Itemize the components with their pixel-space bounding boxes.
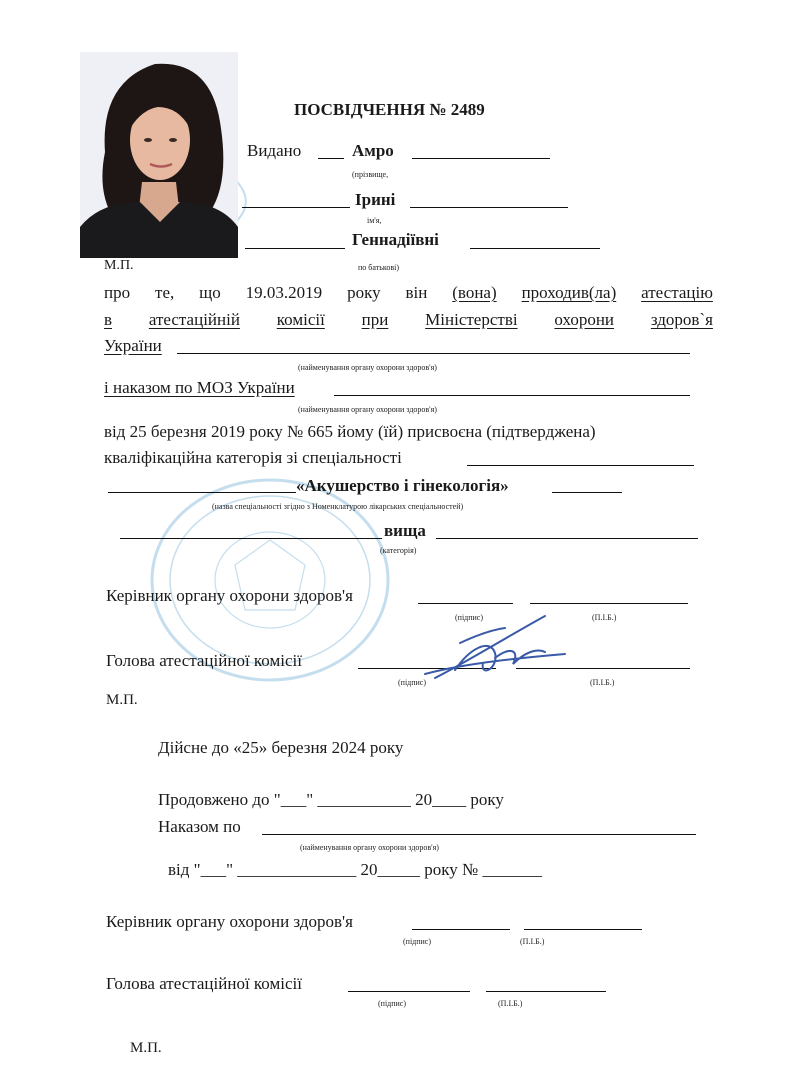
underline: [334, 395, 690, 396]
order-by-label: Наказом по: [158, 817, 241, 836]
org-caption-1: (найменування органу охорони здоров'я): [298, 363, 437, 372]
date-line: від 25 березня 2019 року № 665 йому (їй) присвоєна (підтверджена): [104, 422, 596, 441]
word: в: [104, 310, 113, 329]
category-caption: (категорія): [380, 546, 417, 555]
holder-surname: Амро: [352, 141, 394, 160]
underline: [467, 465, 694, 466]
sign-caption-1: (підпис): [455, 613, 484, 622]
underline: [436, 538, 698, 539]
underline: [552, 492, 622, 493]
stamp-mark-2: М.П.: [130, 1040, 162, 1056]
holder-photo: [80, 52, 238, 258]
word: (вона): [452, 283, 497, 302]
specialty-name: «Акушерство і гінекологія»: [296, 476, 509, 495]
patronymic-caption: по батькові): [358, 263, 399, 272]
body-line-1: [104, 283, 713, 303]
from-line: від "___" ______________ 20_____ року № _______: [168, 860, 543, 879]
name-caption-3: (П.І.Б.): [520, 937, 545, 946]
commission-label-2: Голова атестаційної комісії: [106, 974, 302, 993]
word: Міністерстві: [425, 310, 518, 329]
underline: [120, 538, 382, 539]
name-caption: ім'я,: [367, 216, 382, 225]
underline: [530, 603, 688, 604]
sign-caption-4: (підпис): [378, 999, 407, 1008]
head-org-label-1: Керівник органу охорони здоров'я: [106, 586, 353, 605]
org-caption-2: (найменування органу охорони здоров'я): [298, 405, 437, 414]
name-caption-4: (П.І.Б.): [498, 999, 523, 1008]
document-title: ПОСВІДЧЕННЯ № 2489: [294, 100, 485, 119]
word: атестацію: [641, 283, 713, 302]
underline: [245, 248, 345, 249]
portrait-image: [80, 52, 238, 258]
underline: [470, 248, 600, 249]
body-line-3: України: [104, 336, 162, 355]
word: що: [199, 283, 221, 302]
extended-to: Продовжено до "___" ___________ 20____ року: [158, 790, 504, 809]
underline: [486, 991, 606, 992]
order-caption: (найменування органу охорони здоров'я): [300, 843, 439, 852]
name-caption-2: (П.І.Б.): [590, 678, 615, 687]
category-value: вища: [384, 521, 426, 540]
order-line: і наказом по МОЗ України: [104, 378, 295, 397]
sign-caption-3: (підпис): [403, 937, 432, 946]
word: комісії: [276, 310, 325, 329]
category-line: кваліфікаційна категорія зі спеціальності: [104, 448, 402, 467]
underline: [412, 929, 510, 930]
underline: [524, 929, 642, 930]
underline: [108, 492, 296, 493]
stamp-mark-1: М.П.: [106, 692, 138, 708]
underline: [318, 158, 344, 159]
word: здоров`я: [650, 310, 713, 329]
word: року: [347, 283, 381, 302]
head-org-label-2: Керівник органу охорони здоров'я: [106, 912, 353, 931]
specialty-caption: (назва спеціальності згідно з Номенклатурою лікарських спеціальностей): [212, 502, 464, 511]
word: проходив(ла): [521, 283, 617, 302]
valid-until: Дійсне до «25» березня 2024 року: [158, 738, 404, 757]
word: при: [361, 310, 389, 329]
underline: [412, 158, 550, 159]
holder-name: Ірині: [355, 190, 396, 209]
stamp-mark-top: М.П.: [104, 258, 134, 273]
underline: [410, 207, 568, 208]
underline: [177, 353, 690, 354]
word: те,: [155, 283, 175, 302]
body-line-2: [104, 310, 713, 330]
holder-patronymic: Геннадіївні: [352, 230, 439, 249]
underline: [242, 207, 350, 208]
issued-label: Видано: [247, 141, 302, 160]
underline: [418, 603, 513, 604]
underline: [262, 834, 696, 835]
word: атестаційній: [148, 310, 240, 329]
sign-caption-2: (підпис): [398, 678, 427, 687]
attestation-date: 19.03.2019: [245, 283, 323, 302]
surname-caption: (прізвище,: [352, 170, 389, 179]
handwritten-signature: [395, 608, 585, 688]
underline: [348, 991, 470, 992]
word: він: [405, 283, 428, 302]
word: про: [104, 283, 131, 302]
name-caption-1: (П.І.Б.): [592, 613, 617, 622]
word: охорони: [554, 310, 615, 329]
commission-label-1: Голова атестаційної комісії: [106, 651, 302, 670]
